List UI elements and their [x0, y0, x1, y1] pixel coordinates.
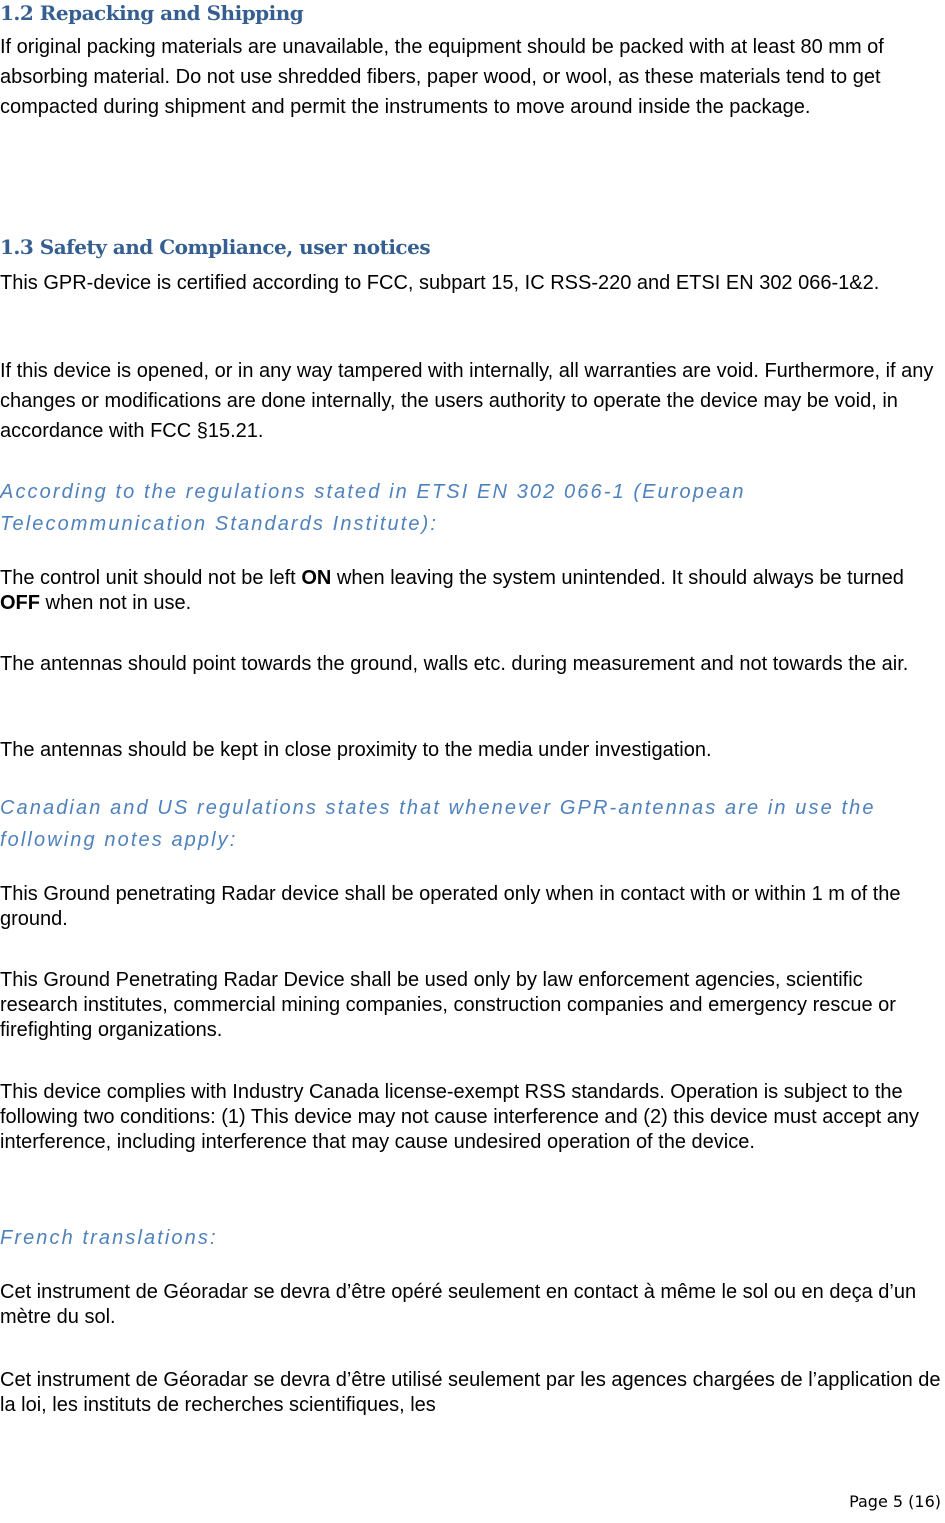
etsi-regulations-intro: According to the regulations stated in ETSI EN 302 066-1 (European Telecommunication Standards Institute): [0, 481, 746, 535]
operated-contact-paragraph: This Ground penetrating Radar device shall be operated only when in contact with or within 1 m of the ground. [0, 883, 901, 930]
control-unit-text-3: when not in use. [40, 592, 192, 614]
section-heading-safety: 1.3 Safety and Compliance, user notices [0, 235, 431, 259]
industry-canada-paragraph: This device complies with Industry Canada license-exempt RSS standards. Operation is subject to the following two conditions: (1) This device may not cause interference and (2) this device must accept any interference, including interference that may cause undesired operation of the device. [0, 1081, 919, 1153]
canada-us-regulations-intro: Canadian and US regulations states that whenever GPR-antennas are in use the following notes apply: [0, 797, 876, 851]
french-contact-paragraph: Cet instrument de Géoradar se devra d’être opéré seulement en contact à même le sol ou en deça d’un mètre du sol. [0, 1281, 917, 1328]
page-number: Page 5 (16) [849, 1492, 941, 1511]
antennas-proximity-paragraph: The antennas should be kept in close proximity to the media under investigation. [0, 739, 712, 761]
section-heading-repacking: 1.2 Repacking and Shipping [0, 1, 304, 25]
warranty-paragraph: If this device is opened, or in any way tampered with internally, all warranties are void. Furthermore, if any changes or modifications are done internally, the users authority to operate the device may be void, in accordance with FCC §15.21. [0, 360, 934, 442]
antennas-ground-paragraph: The antennas should point towards the ground, walls etc. during measurement and not towards the air. [0, 653, 909, 675]
control-unit-text-1: The control unit should not be left [0, 567, 302, 589]
on-emphasis: ON [301, 567, 332, 589]
french-used-by-paragraph: Cet instrument de Géoradar se devra d’être utilisé seulement par les agences chargées de l’application de la loi, les instituts de recherches scientifiques, les [0, 1369, 941, 1416]
used-by-paragraph: This Ground Penetrating Radar Device shall be used only by law enforcement agencies, scientific research institutes, commercial mining companies, construction companies and emergency rescue or firefighting organizations. [0, 969, 896, 1041]
control-unit-paragraph [0, 566, 944, 616]
french-translations-heading: French translations: [0, 1227, 218, 1249]
off-emphasis: OFF [0, 592, 40, 614]
control-unit-text-2: when leaving the system unintended. It should always be turned [331, 567, 904, 589]
repacking-paragraph: If original packing materials are unavailable, the equipment should be packed with at least 80 mm of absorbing material. Do not use shredded fibers, paper wood, or wool, as these materials tend to get compacted during shipment and permit the instruments to move around inside the package. [0, 36, 884, 118]
certification-paragraph: This GPR-device is certified according to FCC, subpart 15, IC RSS-220 and ETSI EN 302 066-1&2. [0, 272, 880, 294]
